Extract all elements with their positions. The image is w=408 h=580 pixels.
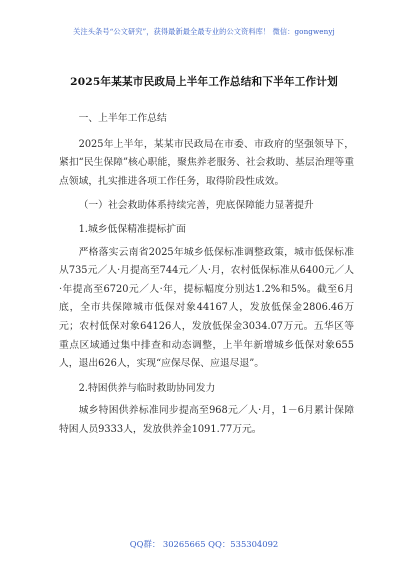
subsection-heading: （一）社会救助体系持续完善，兜底保障能力显著提升	[78, 200, 314, 212]
item1-heading: 1.城乡低保精准提标扩面	[78, 223, 186, 235]
item2-heading: 2.特困供养与临时救助协同发力	[78, 382, 216, 394]
footer-contact-note: QQ群： 30265665 QQ：535304092	[129, 539, 279, 549]
header-promo-note: 关注头条号“公文研究”，获得最新最全最专业的公文资料库！ 微信：gongwenyj	[73, 27, 335, 36]
item1-paragraph: 严格落实云南省2025年城乡低保标准调整政策，城市低保标准从735元／人·月提高至744元／人·月，农村低保标准从6400元／人·年提高至6720元／人·年，提标幅度分别达1.2%和5%。截至6月底，全市共保障城市低保对象44167人，发放低保金2806.46万元；农村低保对象64126人，发放低保金3034.07万元。五华区等重点区域通过集中排查和动态调整，上半年新增城乡低保对象655人，退出626人，实现“应保尽保、应退尽退”。	[59, 246, 354, 370]
intro-paragraph: 2025年上半年，某某市民政局在市委、市政府的坚强领导下，紧扣“民生保障”核心职能，聚焦养老服务、社会救助、基层治理等重点领域，扎实推进各项工作任务，取得阶段性成效。	[59, 138, 354, 187]
document-body	[59, 110, 354, 446]
item2-paragraph: 城乡特困供养标准同步提高至968元／人·月，1－6月累计保障特困人员9333人，发放供养金1091.77万元。	[59, 405, 354, 435]
section-heading: 一、上半年工作总结	[78, 113, 167, 124]
document-title: 2025年某某市民政局上半年工作总结和下半年工作计划	[70, 76, 338, 88]
